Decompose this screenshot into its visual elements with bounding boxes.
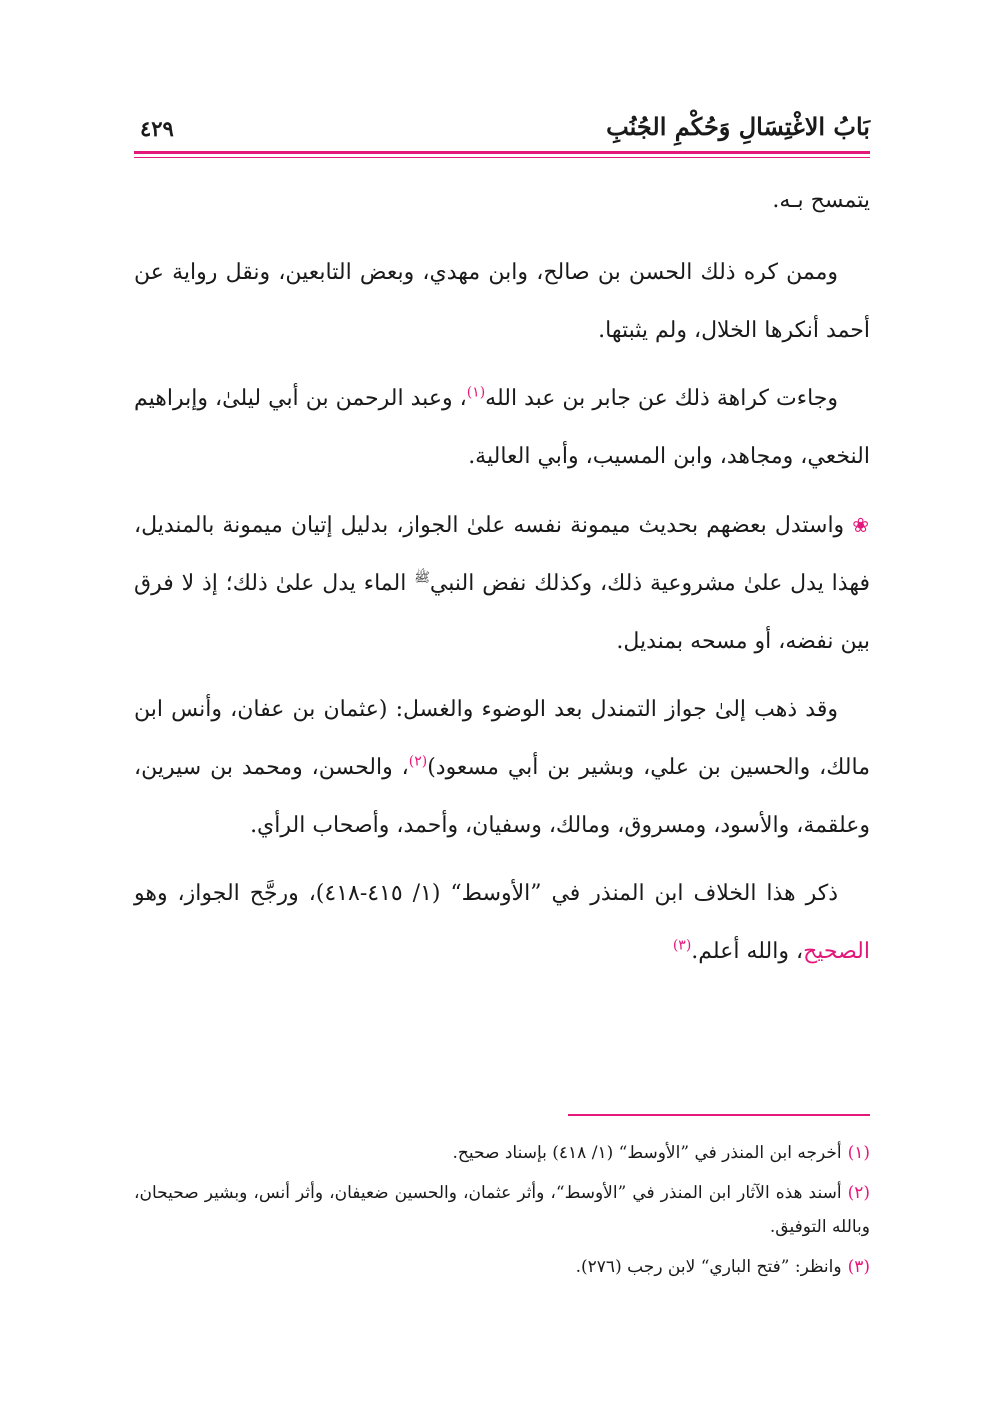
paragraph-text: واستدل بعضهم بحديث ميمونة نفسه علىٰ الجواز، بدليل إتيان ميمونة بالمنديل، فهذا يدل علىٰ مشروعية ذلك، وكذلك نفض النبي [134, 513, 870, 596]
paragraph-3 [134, 496, 870, 671]
footnotes [134, 1136, 870, 1290]
paragraph-4 [134, 681, 870, 855]
main-text [134, 172, 870, 991]
paragraph-text: ، والله أعلم. [691, 939, 804, 964]
paragraph-text: ذكر هذا الخلاف ابن المنذر في ”الأوسط“ (١/ ٤١٥-٤١٨)، ورجَّح الجواز، وهو [134, 881, 838, 906]
footnote-separator [568, 1114, 870, 1116]
paragraph-2 [134, 370, 870, 486]
footnote-ref-2[interactable]: (٢) [408, 753, 428, 770]
chapter-title: بَابُ الاغْتِسَالِ وَحُكْمِ الجُنُبِ [606, 112, 870, 141]
footnote-number: (٣) [847, 1257, 870, 1277]
footnote-3 [134, 1250, 870, 1284]
salawat-glyph: ﷺ [414, 570, 430, 586]
footnote-text: وانظر: ”فتح الباري“ لابن رجب (٢٧٦). [575, 1257, 842, 1277]
footnote-text: أخرجه ابن المنذر في ”الأوسط“ (١/ ٤١٨) بإسناد صحيح. [452, 1143, 842, 1163]
footnote-1 [134, 1136, 870, 1170]
paragraph-text: وممن كره ذلك الحسن بن صالح، وابن مهدي، وبعض التابعين، ونقل رواية عن أحمد أنكرها الخلال، ولم يثبتها. [134, 260, 870, 343]
paragraph-continuation [134, 172, 870, 230]
header-rule-thick [134, 151, 870, 154]
header-rule-thin [134, 157, 870, 158]
page-number: ٤٢٩ [140, 116, 174, 141]
footnote-text: أسند هذه الآثار ابن المنذر في ”الأوسط“، وأثر عثمان، والحسين ضعيفان، وأثر أنس، وبشير صحيحان، وبالله التوفيق. [134, 1183, 870, 1237]
footnote-ref-3[interactable]: (٣) [672, 937, 692, 954]
footnote-number: (١) [847, 1143, 870, 1163]
paragraph-text: وجاءت كراهة ذلك عن جابر بن عبد الله [485, 386, 838, 411]
paragraph-text: يتمسح بـه. [772, 188, 870, 213]
paragraph-5 [134, 865, 870, 981]
footnote-2 [134, 1176, 870, 1244]
highlighted-word: الصحيح [803, 939, 870, 964]
flower-ornament-icon: ❀ [852, 513, 870, 537]
footnote-number: (٢) [847, 1183, 870, 1203]
paragraph-text: وقد ذهب إلىٰ جواز التمندل بعد الوضوء والغسل: (عثمان بن عفان، وأنس ابن مالك، والحسين بن علي، وبشير بن أبي مسعود) [134, 697, 870, 780]
paragraph-1 [134, 244, 870, 360]
page-header [134, 112, 870, 152]
footnote-ref-1[interactable]: (١) [466, 384, 486, 401]
paragraph-text: ، والحسن، ومحمد بن سيرين، وعلقمة، والأسود، ومسروق، ومالك، وسفيان، وأحمد، وأصحاب الرأي. [134, 755, 870, 838]
paragraph-text: الماء يدل علىٰ ذلك؛ إذ لا فرق بين نفضه، أو مسحه بمنديل. [134, 571, 870, 654]
paragraph-text: ، وعبد الرحمن بن أبي ليلىٰ، وإبراهيم النخعي، ومجاهد، وابن المسيب، وأبي العالية. [134, 386, 870, 469]
